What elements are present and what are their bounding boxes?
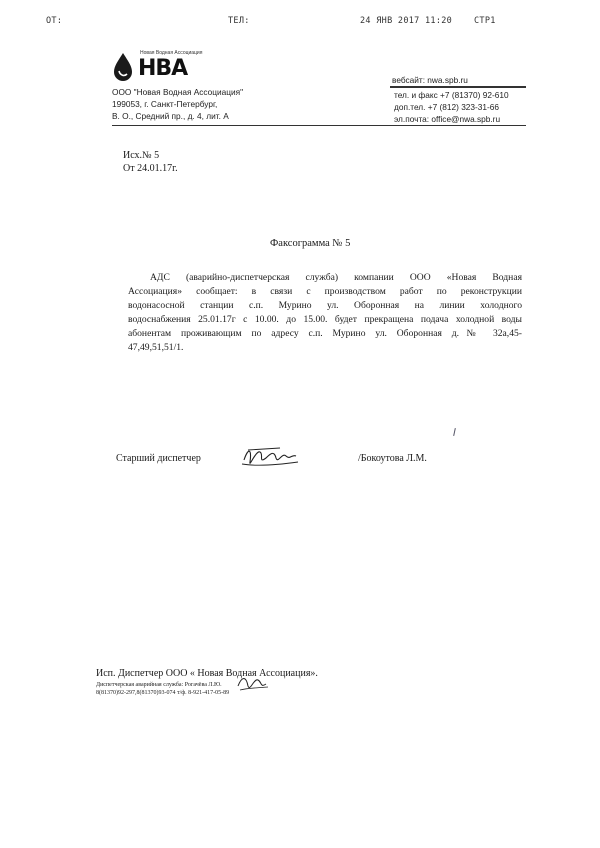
address-line-2: В. О., Средний пр., д. 4, лит. А <box>112 111 229 121</box>
water-drop-icon <box>112 52 134 82</box>
signer-name: /Бокоутова Л.М. <box>358 453 427 464</box>
document-title: Факсограмма № 5 <box>270 238 351 249</box>
phone-fax-text: тел. и факс +7 (81370) 92-610 <box>394 90 509 100</box>
extra-phone-text: доп.тел. +7 (812) 323-31-66 <box>394 102 500 112</box>
org-address <box>112 86 243 122</box>
org-name: ООО "Новая Водная Ассоциация" <box>112 87 244 97</box>
fax-page: СТР1 <box>474 16 496 26</box>
body-line-2: Ассоциация» сообщает: в связи с производством работ по реконструкции <box>128 286 522 297</box>
address-line-1: 199053, г. Санкт-Петербург, <box>112 99 218 109</box>
body-line-1: АДС (аварийно-диспетчерская служба) компании ООО «Новая Водная <box>150 272 522 283</box>
contact-block <box>394 89 509 125</box>
header-bottom-divider <box>112 125 526 126</box>
executor-signature <box>236 672 270 694</box>
reference-number: Исх.№ 5 <box>123 150 160 161</box>
executor-line: Исп. Диспетчер ООО « Новая Водная Ассоциация». <box>96 668 318 679</box>
logo-wordmark: НВА <box>138 56 188 81</box>
fax-tel-label: ТЕЛ: <box>228 16 250 26</box>
message-body <box>128 271 522 355</box>
pen-mark <box>453 428 456 436</box>
reference-date: От 24.01.17г. <box>123 163 178 174</box>
website-text: вебсайт: nwa.spb.ru <box>392 75 468 85</box>
signature-graphic <box>240 442 302 472</box>
fax-datetime: 24 ЯНВ 2017 11:20 <box>360 16 453 26</box>
fax-from-label: ОТ: <box>46 16 63 26</box>
signer-role: Старший диспетчер <box>116 453 201 464</box>
header-top-divider <box>390 86 526 88</box>
email-text: эл.почта: office@nwa.spb.ru <box>394 114 501 124</box>
service-line: Диспетчерская аварийная служба: Рогачёва Л.Ю. <box>96 682 222 688</box>
company-logo <box>112 50 232 84</box>
body-line-3: водонасосной станции с.п. Мурино ул. Оборонная на линии холодного <box>128 300 522 311</box>
phones-line: 8(81370)92-297,8(81370)93-074 т/ф. 8-921-417-05-89 <box>96 690 230 696</box>
body-line-5: абонентам проживающим по адресу с.п. Мурино ул. Оборонная д.№ 32а,45- <box>128 328 522 339</box>
logo-subtitle: Новая Водная Ассоциация <box>140 50 203 56</box>
body-line-6: 47,49,51,51/1. <box>128 342 184 353</box>
body-line-4: водоснабжения 25.01.17г с 10.00. до 15.00. будет прекращена подача холодной воды <box>128 314 522 325</box>
